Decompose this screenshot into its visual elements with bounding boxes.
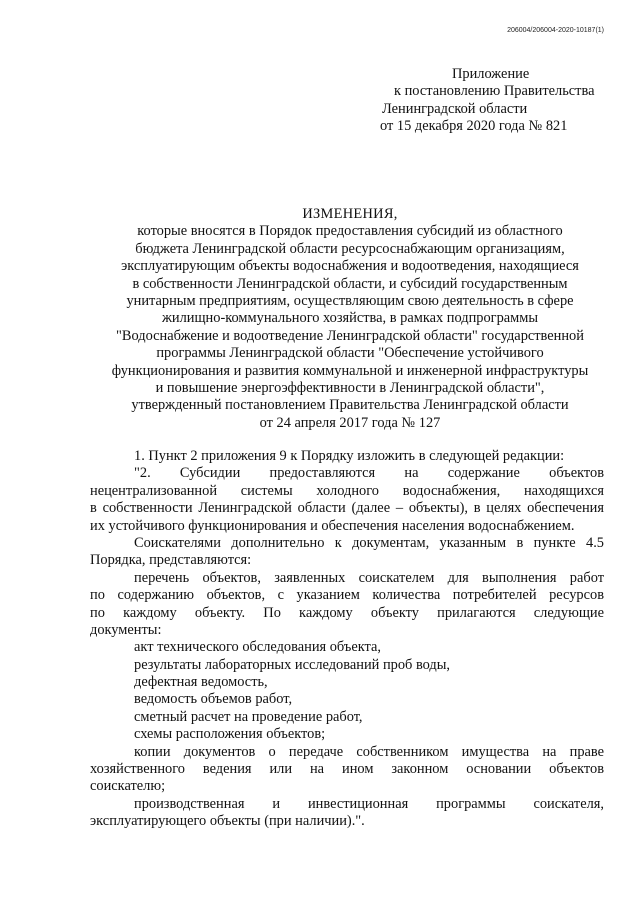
appendix-line: Ленинградской области xyxy=(382,100,528,117)
heading-line: функционирования и развития коммунальной и инженерной инфраструктуры xyxy=(111,362,589,379)
body-text-line: копии документов о передаче собственником имущества на праве xyxy=(134,743,604,760)
body-text-line: в собственности Ленинградской области (далее – объекты), в целях обеспечения xyxy=(90,500,604,517)
heading-line: и повышение энергоэффективности в Ленинградской области", xyxy=(155,380,545,397)
body-text-line: их устойчивого функционирования и обеспечения населения водоснабжением. xyxy=(90,517,575,534)
body-text-line: ведомость объемов работ, xyxy=(134,691,293,708)
appendix-line: к постановлению Правительства xyxy=(394,83,595,100)
body-text-line: эксплуатирующего объекты (при наличии).". xyxy=(90,813,365,830)
appendix-line: Приложение xyxy=(452,66,530,82)
body-text-line: схемы расположения объектов; xyxy=(134,726,326,743)
body-text-line: по содержанию объектов, с указанием количества потребителей ресурсов xyxy=(90,587,604,604)
heading-line: бюджета Ленинградской области ресурсоснабжающим организациям, xyxy=(135,240,565,257)
document-registration-number: 206004/206004-2020-10187(1) xyxy=(507,27,604,34)
heading-title: ИЗМЕНЕНИЯ, xyxy=(302,206,398,222)
body-text-line: соискателю; xyxy=(90,778,166,795)
body-text-line: перечень объектов, заявленных соискателем для выполнения работ xyxy=(134,569,604,586)
body-text-line: результаты лабораторных исследований проб воды, xyxy=(134,656,451,673)
appendix-block xyxy=(380,66,620,136)
appendix-line: от 15 декабря 2020 года № 821 xyxy=(380,118,568,135)
body-text-line: 1. Пункт 2 приложения 9 к Порядку изложить в следующей редакции: xyxy=(134,448,565,464)
heading-line: от 24 апреля 2017 года № 127 xyxy=(259,414,441,431)
heading-line: в собственности Ленинградской области, и субсидий государственным xyxy=(132,275,568,292)
body-text-line: нецентрализованной системы холодного водоснабжения, находящихся xyxy=(90,482,604,499)
document-heading xyxy=(90,206,610,432)
body-text-line: производственная и инвестиционная программы соискателя, xyxy=(134,795,604,812)
body-text-line: сметный расчет на проведение работ, xyxy=(134,708,363,725)
body-text-line: хозяйственного ведения или на ином законном основании объектов xyxy=(90,761,604,778)
body-text-line: "2. Субсидии предоставляются на содержание объектов xyxy=(134,465,604,482)
body-text-line: дефектная ведомость, xyxy=(134,674,268,691)
body-text-line: Соискателями дополнительно к документам, указанным в пункте 4.5 xyxy=(134,534,604,551)
heading-line: "Водоснабжение и водоотведение Ленинградской области" государственной xyxy=(116,327,584,344)
body-text-line: по каждому объекту. По каждому объекту прилагаются следующие xyxy=(90,604,604,621)
body-text-line: документы: xyxy=(90,621,162,638)
heading-line: жилищно-коммунального хозяйства, в рамках подпрограммы xyxy=(161,310,539,327)
heading-line: программы Ленинградской области "Обеспечение устойчивого xyxy=(156,345,544,362)
document-body xyxy=(90,448,604,831)
body-text-line: акт технического обследования объекта, xyxy=(134,639,381,656)
heading-line: унитарным предприятиям, осуществляющим свою деятельность в сфере xyxy=(126,293,574,310)
heading-line: утвержденный постановлением Правительства Ленинградской области xyxy=(131,397,569,414)
heading-line: эксплуатирующим объекты водоснабжения и водоотведения, находящиеся xyxy=(121,258,579,275)
heading-line: которые вносятся в Порядок предоставления субсидий из областного xyxy=(137,223,563,240)
body-text-line: Порядка, представляются: xyxy=(90,552,252,569)
